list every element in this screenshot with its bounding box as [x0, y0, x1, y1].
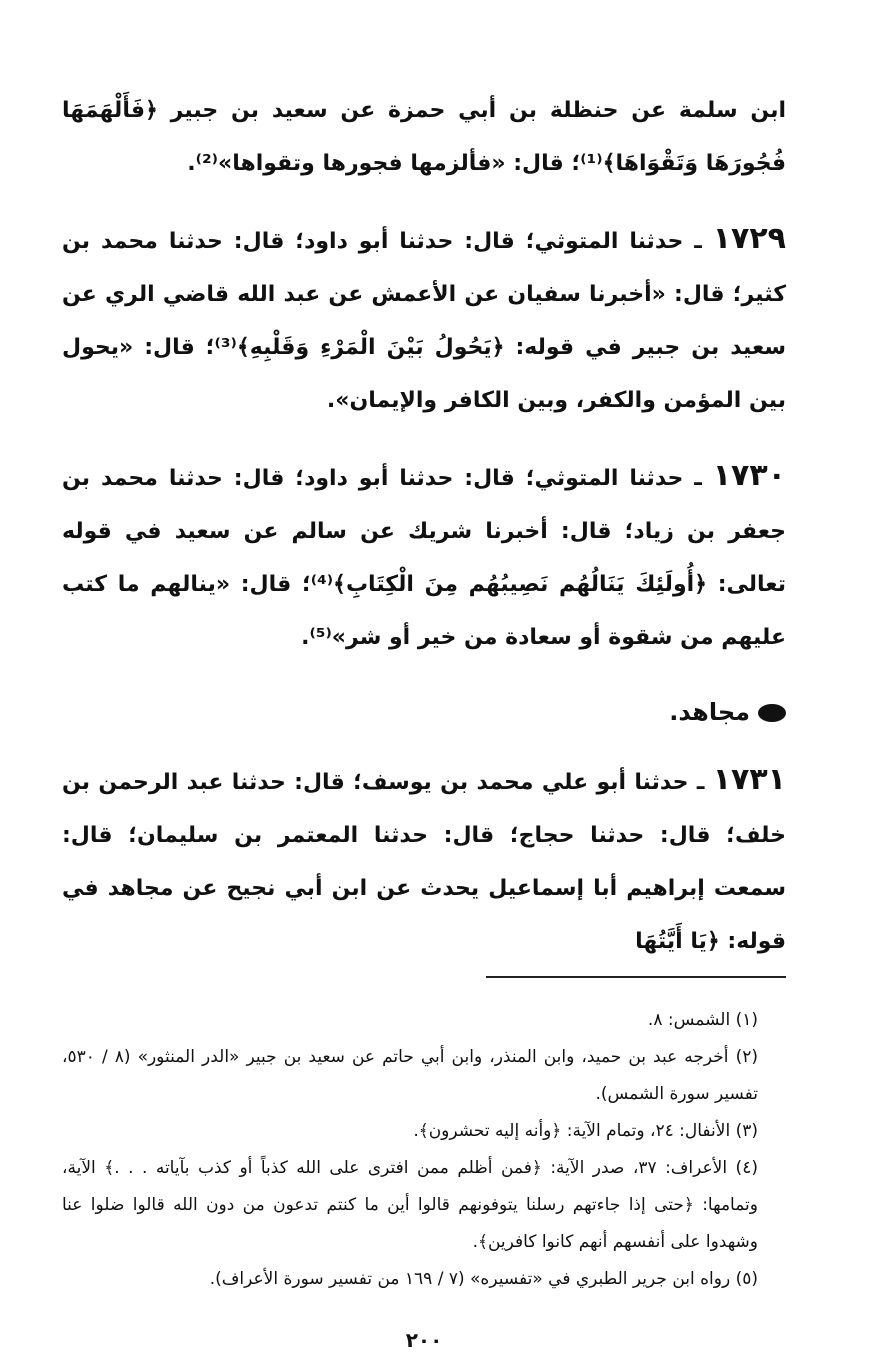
bullet-icon [758, 704, 786, 722]
footnote-5: (٥) رواه ابن جرير الطبري في «تفسيره» (٧ / ١٦٩ من تفسير سورة الأعراف). [209, 1269, 758, 1289]
footnote-1: (١) الشمس: ٨. [647, 1010, 758, 1030]
narration-text: ـ حدثنا أبو علي محمد بن يوسف؛ قال: حدثنا عبد الرحمن بن خلف؛ قال: حدثنا حجاج؛ قال: حدثنا المعتمر بن سليمان؛ قال: سمعت إبراهيم أبا إسماعيل يحدث عن ابن أبي نجيح عن مجاهد في قوله: ﴿يَا أَيَّتُهَا [62, 770, 786, 954]
paragraph-continued: ابن سلمة عن حنظلة بن أبي حمزة عن سعيد بن جبير ﴿فَأَلْهَمَهَا فُجُورَهَا وَتَقْوَاهَا﴾⁽¹⁾؛ قال: «فألزمها فجورها وتقواها»⁽²⁾. [62, 98, 786, 176]
narration-number: ١٧٣٠ [712, 458, 786, 493]
footnote-2: (٢) أخرجه عبد بن حميد، وابن المنذر، وابن أبي حاتم عن سعيد بن جبير «الدر المنثور» (٨ / ٥٣٠، تفسير سورة الشمس). [62, 1047, 758, 1104]
footnote-4: (٤) الأعراف: ٣٧، صدر الآية: ﴿فمن أظلم ممن افترى على الله كذباً أو كذب بآياته . . .﴾ الآية، وتمامها: ﴿حتى إذا جاءتهم رسلنا يتوفونهم قالوا أين ما كنتم تدعون من دون الله قالوا ضلوا عنا وشهدوا على أنفسهم أنهم كانوا كافرين﴾. [62, 1158, 758, 1252]
narration-number: ١٧٢٩ [712, 221, 786, 256]
footnote-3: (٣) الأنفال: ٢٤، وتمام الآية: ﴿وأنه إليه تحشرون﴾. [413, 1121, 758, 1141]
main-text [62, 84, 786, 968]
footnotes [62, 1002, 786, 1298]
page-number: ٢٠٠ [405, 1328, 443, 1352]
narration-text: ـ حدثنا المتوثي؛ قال: حدثنا أبو داود؛ قال: حدثنا محمد بن كثير؛ قال: «أخبرنا سفيان عن الأعمش عن عبد الله قاضي الري عن سعيد بن جبير في قوله: ﴿يَحُولُ بَيْنَ الْمَرْءِ وَقَلْبِهِ﴾⁽³⁾؛ قال: «يحول بين المؤمن والكفر، وبين الكافر والإيمان». [62, 229, 786, 413]
narration-text: ـ حدثنا المتوثي؛ قال: حدثنا أبو داود؛ قال: حدثنا محمد بن جعفر بن زياد؛ قال: أخبرنا شريك عن سالم عن سعيد في قوله تعالى: ﴿أُولَئِكَ يَنَالُهُم نَصِيبُهُم مِنَ الْكِتَابِ﴾⁽⁴⁾؛ قال: «ينالهم ما كتب عليهم من شقوة أو سعادة من خير أو شر»⁽⁵⁾. [62, 466, 786, 650]
narration-1731 [62, 753, 786, 968]
narration-number: ١٧٣١ [712, 762, 786, 797]
section-heading-text: مجاهد. [669, 698, 750, 726]
footnote-divider [486, 976, 786, 978]
narration-1729 [62, 212, 786, 427]
narration-1730 [62, 449, 786, 664]
section-heading [62, 686, 786, 739]
book-page [62, 84, 786, 1352]
